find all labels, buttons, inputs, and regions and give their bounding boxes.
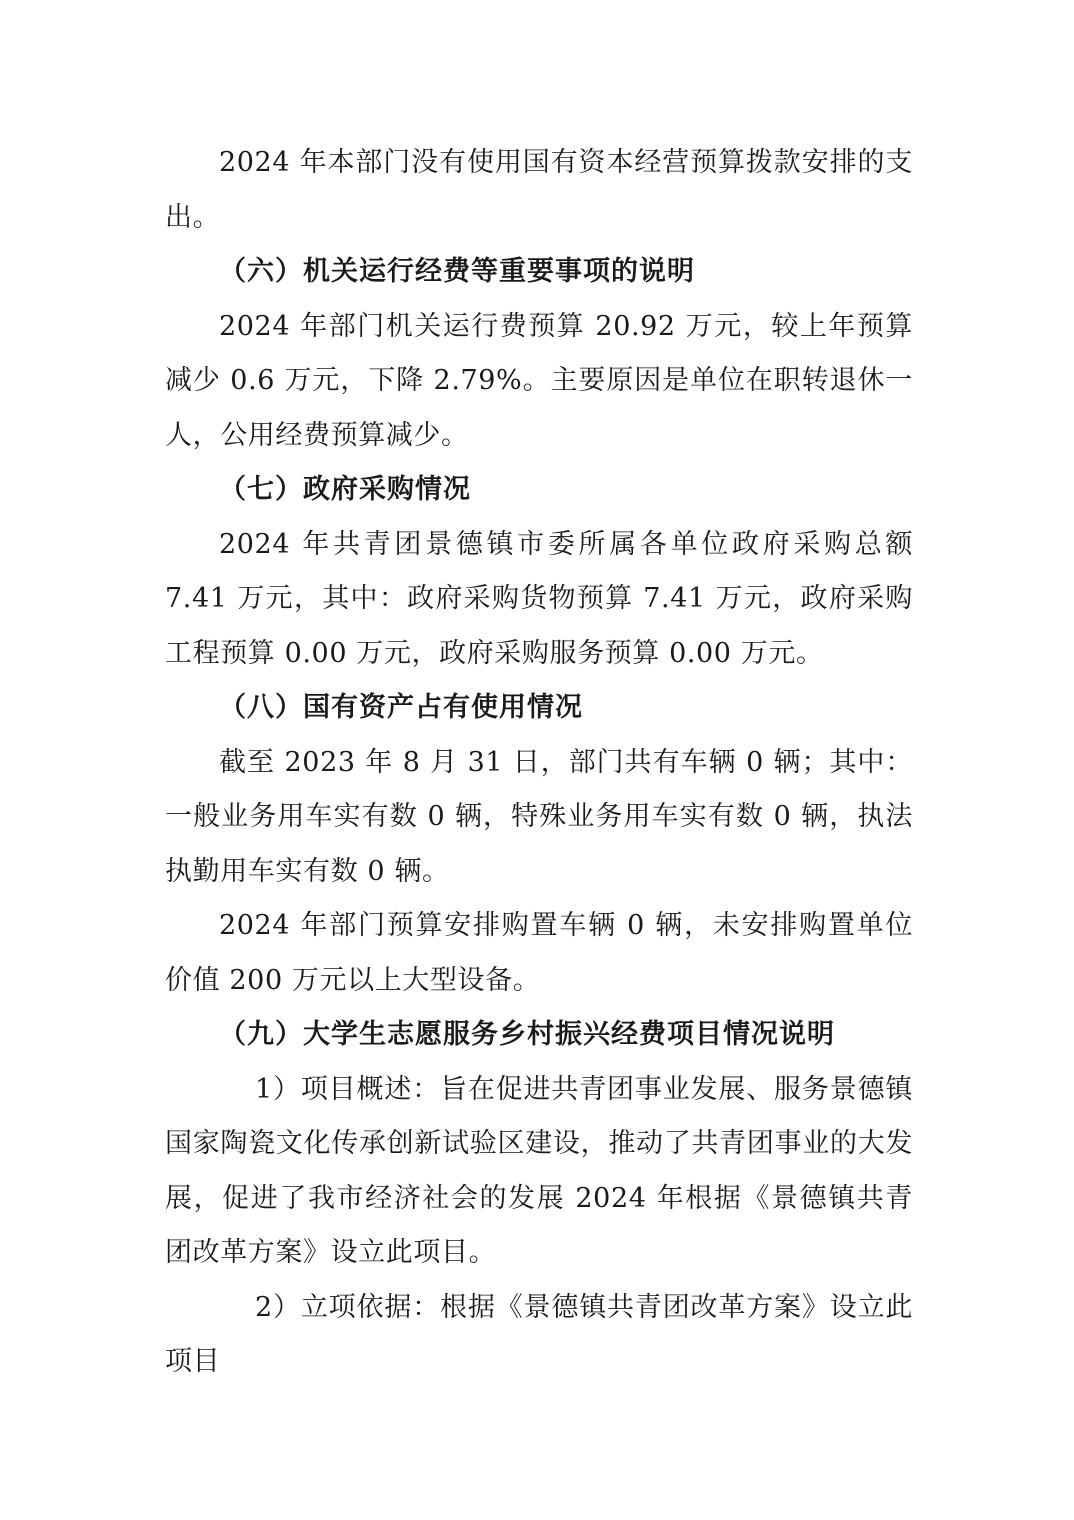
paragraph-vehicle-purchase: 2024 年部门预算安排购置车辆 0 辆，未安排购置单位价值 200 万元以上大型设备。 (165, 910, 913, 996)
paragraph-state-capital: 2024 年本部门没有使用国有资本经营预算拨款安排的支出。 (165, 147, 913, 233)
paragraph-government-procurement: 2024 年共青团景德镇市委所属各单位政府采购总额 7.41 万元，其中：政府采购货物预算 7.41 万元，政府采购工程预算 0.00 万元，政府采购服务预算 0.00 万元。 (165, 528, 913, 669)
document-page (165, 136, 913, 1390)
heading-state-assets: （八）国有资产占有使用情况 (219, 692, 583, 723)
heading-operating-expenses: （六）机关运行经费等重要事项的说明 (219, 256, 695, 287)
heading-volunteer-project: （九）大学生志愿服务乡村振兴经费项目情况说明 (219, 1019, 835, 1050)
paragraph-vehicles: 截至 2023 年 8 月 31 日，部门共有车辆 0 辆；其中：一般业务用车实有数 0 辆，特殊业务用车实有数 0 辆，执法执勤用车实有数 0 辆。 (165, 746, 913, 887)
paragraph-project-basis: 2）立项依据：根据《景德镇共青团改革方案》设立此项目 (165, 1291, 913, 1377)
paragraph-operating-expenses: 2024 年部门机关运行费预算 20.92 万元，较上年预算减少 0.6 万元，下降 2.79%。主要原因是单位在职转退休一人，公用经费预算减少。 (165, 310, 913, 451)
heading-government-procurement: （七）政府采购情况 (219, 474, 471, 505)
paragraph-project-overview: 1）项目概述：旨在促进共青团事业发展、服务景德镇国家陶瓷文化传承创新试验区建设，推动了共青团事业的大发展，促进了我市经济社会的发展 2024 年根据《景德镇共青团改革方案》设立此项目。 (165, 1073, 913, 1268)
